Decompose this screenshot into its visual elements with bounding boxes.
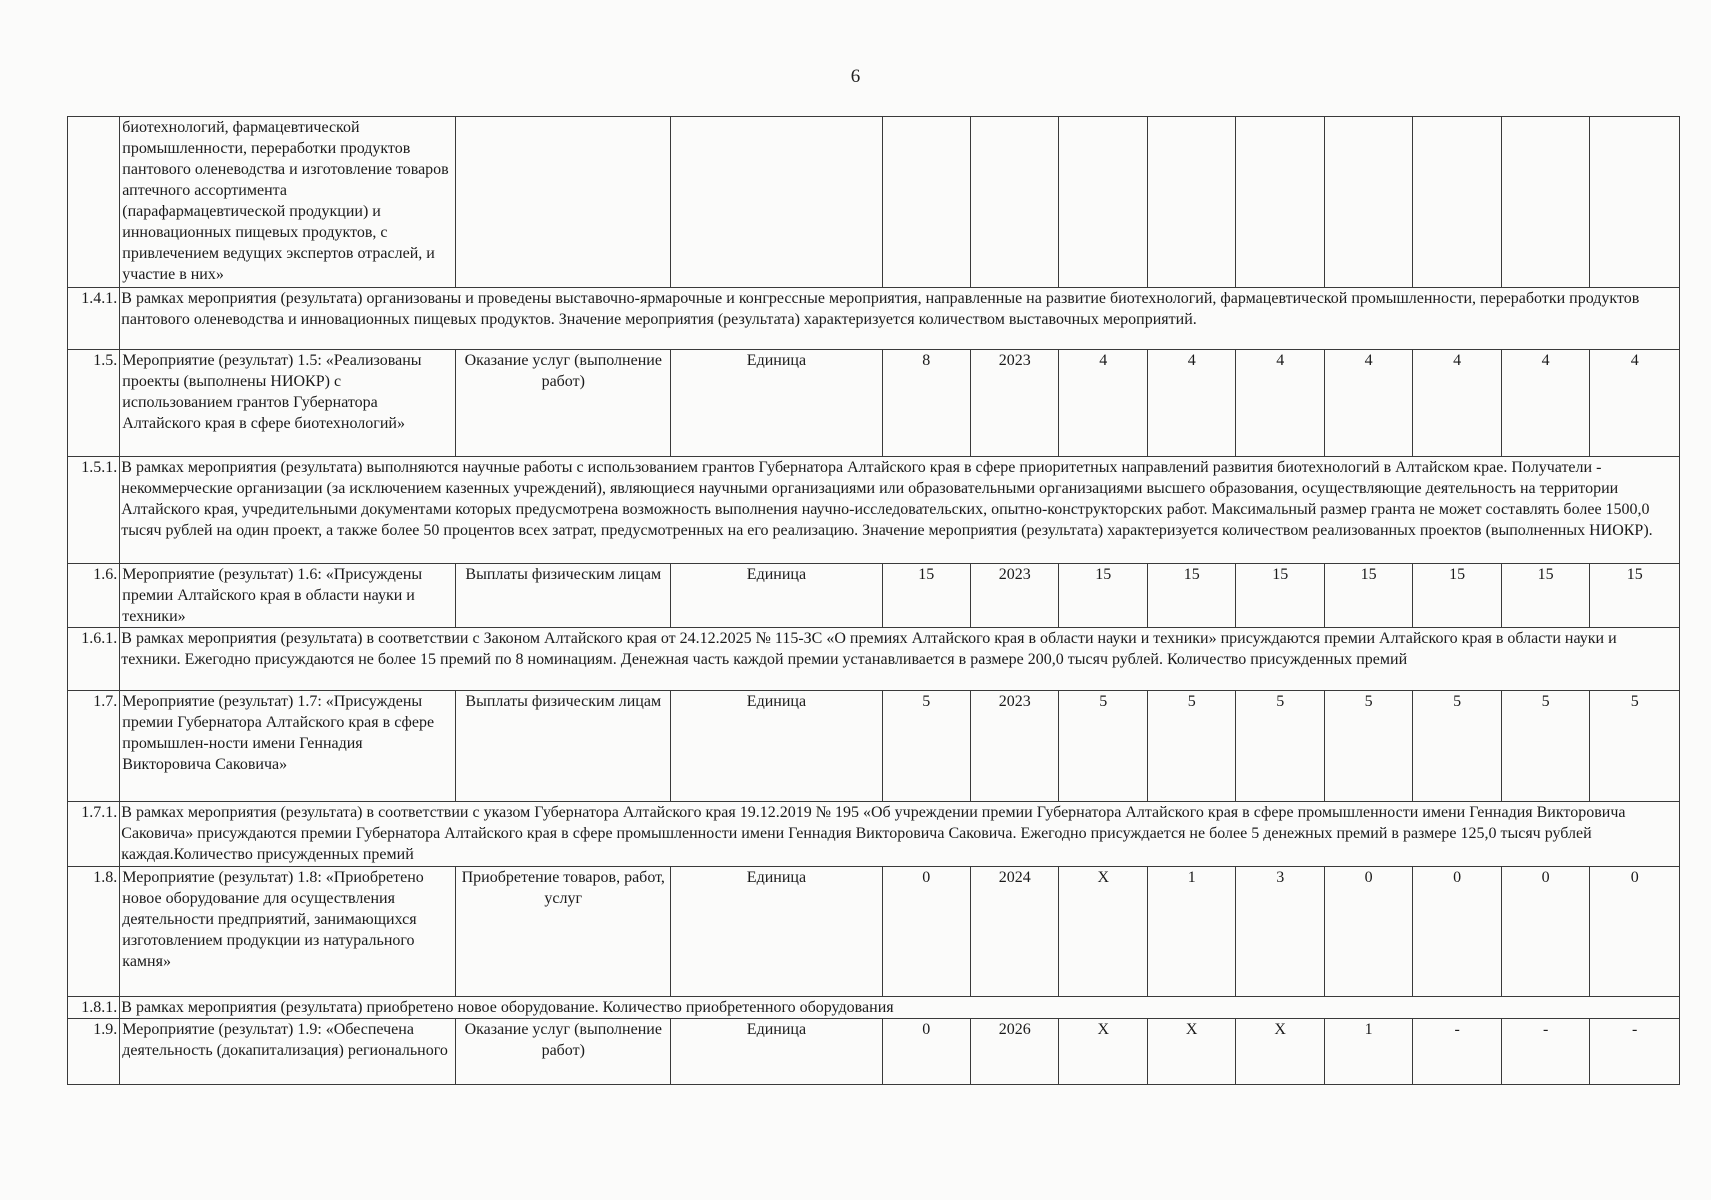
value-cell: 15 xyxy=(1059,564,1147,628)
base-year-cell: 2024 xyxy=(971,867,1059,997)
value-cell: 15 xyxy=(1324,564,1412,628)
value-cell: 4 xyxy=(1590,350,1680,457)
base-year-cell: 2023 xyxy=(971,691,1059,802)
value-cell: - xyxy=(1501,1019,1589,1085)
type-cell: Выплаты физическим лицам xyxy=(456,564,671,628)
value-cell: 4 xyxy=(1147,350,1235,457)
value-cell xyxy=(1147,117,1235,288)
value-cell: 5 xyxy=(1324,691,1412,802)
type-cell: Приобретение товаров, работ, услуг xyxy=(456,867,671,997)
base-year-cell: 2026 xyxy=(971,1019,1059,1085)
value-cell: 0 xyxy=(1324,867,1412,997)
row-number-cell: 1.5. xyxy=(68,350,120,457)
value-cell: 3 xyxy=(1236,867,1324,997)
value-cell: Х xyxy=(1059,867,1147,997)
description-cell: В рамках мероприятия (результата) организованы и проведены выставочно-ярмарочные и конгрессные мероприятия, направленные на развитие биотехнологий, фармацевтической промышленности, переработки продуктов пантового оленеводства и инновационных пищевых продуктов. Значение мероприятия (результата) характеризуется количеством выставочных мероприятий. xyxy=(120,288,1680,350)
value-cell: 4 xyxy=(1236,350,1324,457)
value-cell xyxy=(1413,117,1501,288)
event-name-cell: Мероприятие (результат) 1.8: «Приобретено новое оборудование для осуществления деятельности предприятий, занимающихся изготовлением продукции из натурального камня» xyxy=(120,867,456,997)
description-cell: В рамках мероприятия (результата) в соответствии с указом Губернатора Алтайского края 19.12.2019 № 195 «Об учреждении премии Губернатора Алтайского края в сфере промышленности имени Геннадия Викторовича Саковича» присуждаются премии Губернатора Алтайского края в сфере промышленности имени Геннадия Викторовича Саковича. Ежегодно присуждается не более 5 денежных премий в размере 125,0 тысяч рублей каждая.Количество присужденных премий xyxy=(120,802,1680,867)
type-cell: Выплаты физическим лицам xyxy=(456,691,671,802)
value-cell: 15 xyxy=(1501,564,1589,628)
value-cell xyxy=(1236,117,1324,288)
event-name-cell: Мероприятие (результат) 1.5: «Реализованы проекты (выполнены НИОКР) с использованием грантов Губернатора Алтайского края в сфере биотехнологий» xyxy=(120,350,456,457)
table-row xyxy=(68,1019,1680,1085)
unit-cell: Единица xyxy=(671,350,882,457)
base-year-cell: 2023 xyxy=(971,564,1059,628)
base-value-cell: 5 xyxy=(882,691,970,802)
base-value-cell: 15 xyxy=(882,564,970,628)
base-value-cell: 0 xyxy=(882,1019,970,1085)
value-cell xyxy=(882,117,970,288)
type-cell: Оказание услуг (выполнение работ) xyxy=(456,1019,671,1085)
row-number-cell xyxy=(68,117,120,288)
value-cell: 0 xyxy=(1501,867,1589,997)
unit-cell: Единица xyxy=(671,691,882,802)
row-number-cell: 1.7. xyxy=(68,691,120,802)
value-cell: 1 xyxy=(1147,867,1235,997)
base-value-cell: 0 xyxy=(882,867,970,997)
table-row xyxy=(68,350,1680,457)
type-cell: Оказание услуг (выполнение работ) xyxy=(456,350,671,457)
value-cell: 4 xyxy=(1324,350,1412,457)
value-cell xyxy=(1324,117,1412,288)
base-year-cell: 2023 xyxy=(971,350,1059,457)
table-row xyxy=(68,691,1680,802)
value-cell: Х xyxy=(1147,1019,1235,1085)
table-row xyxy=(68,867,1680,997)
value-cell: 1 xyxy=(1324,1019,1412,1085)
table-row xyxy=(68,628,1680,691)
value-cell: 5 xyxy=(1236,691,1324,802)
event-name-cell: Мероприятие (результат) 1.7: «Присуждены премии Губернатора Алтайского края в сфере промышлен-ности имени Геннадия Викторовича Саковича» xyxy=(120,691,456,802)
value-cell: 0 xyxy=(1413,867,1501,997)
value-cell: 15 xyxy=(1590,564,1680,628)
description-cell: В рамках мероприятия (результата) выполняются научные работы с использованием грантов Губернатора Алтайского края в сфере приоритетных направлений развития биотехнологий в Алтайском крае. Получатели - некоммерческие организации (за исключением казенных учреждений), являющиеся научными организациями или образовательными организациями высшего образования, осуществляющие деятельность на территории Алтайского края, учредительными документами которых предусмотрена возможность выполнения научно-исследовательских, опытно-конструкторских работ. Максимальный размер гранта не может составлять более 1500,0 тысяч рублей на один проект, а также более 50 процентов всех затрат, предусмотренных на его реализацию. Значение мероприятия (результата) характеризуется количеством реализованных проектов (выполненных НИОКР). xyxy=(120,457,1680,564)
value-cell xyxy=(1501,117,1589,288)
value-cell: 15 xyxy=(1147,564,1235,628)
unit-cell: Единица xyxy=(671,564,882,628)
value-cell: 5 xyxy=(1413,691,1501,802)
value-cell: - xyxy=(1590,1019,1680,1085)
description-cell: В рамках мероприятия (результата) приобретено новое оборудование. Количество приобретенного оборудования xyxy=(120,997,1680,1019)
row-number-cell: 1.4.1. xyxy=(68,288,120,350)
unit-cell: Единица xyxy=(671,867,882,997)
value-cell: 5 xyxy=(1059,691,1147,802)
description-cell: В рамках мероприятия (результата) в соответствии с Законом Алтайского края от 24.12.2025 № 115-ЗС «О премиях Алтайского края в области науки и техники» присуждаются премии Алтайского края в области науки и техники. Ежегодно присуждаются не более 15 премий по 8 номинациям. Денежная часть каждой премии устанавливается в размере 200,0 тысяч рублей. Количество присужденных премий xyxy=(120,628,1680,691)
value-cell: 15 xyxy=(1413,564,1501,628)
row-number-cell: 1.8. xyxy=(68,867,120,997)
row-number-cell: 1.8.1. xyxy=(68,997,120,1019)
value-cell xyxy=(971,117,1059,288)
table-row xyxy=(68,457,1680,564)
row-number-cell: 1.6.1. xyxy=(68,628,120,691)
row-number-cell: 1.5.1. xyxy=(68,457,120,564)
value-cell: Х xyxy=(1059,1019,1147,1085)
table-row xyxy=(68,564,1680,628)
event-name-cell: биотехнологий, фармацевтической промышленности, переработки продуктов пантового оленеводства и изготовление товаров аптечного ассортимента (парафармацевтической продукции) и инновационных пищевых продуктов, с привлечением ведущих экспертов отраслей, и участие в них» xyxy=(120,117,456,288)
unit-cell xyxy=(671,117,882,288)
table-row xyxy=(68,997,1680,1019)
table-row xyxy=(68,802,1680,867)
row-number-cell: 1.6. xyxy=(68,564,120,628)
value-cell: 4 xyxy=(1501,350,1589,457)
value-cell: 4 xyxy=(1413,350,1501,457)
results-table xyxy=(67,116,1680,1085)
table-row xyxy=(68,288,1680,350)
value-cell: 15 xyxy=(1236,564,1324,628)
table-row xyxy=(68,117,1680,288)
page-number: 6 xyxy=(850,66,861,87)
type-cell xyxy=(456,117,671,288)
value-cell xyxy=(1590,117,1680,288)
value-cell: 5 xyxy=(1147,691,1235,802)
event-name-cell: Мероприятие (результат) 1.6: «Присуждены премии Алтайского края в области науки и техники» xyxy=(120,564,456,628)
value-cell: 5 xyxy=(1590,691,1680,802)
value-cell: - xyxy=(1413,1019,1501,1085)
base-value-cell: 8 xyxy=(882,350,970,457)
value-cell xyxy=(1059,117,1147,288)
event-name-cell: Мероприятие (результат) 1.9: «Обеспечена деятельность (докапитализация) регионального xyxy=(120,1019,456,1085)
unit-cell: Единица xyxy=(671,1019,882,1085)
value-cell: Х xyxy=(1236,1019,1324,1085)
row-number-cell: 1.9. xyxy=(68,1019,120,1085)
row-number-cell: 1.7.1. xyxy=(68,802,120,867)
value-cell: 0 xyxy=(1590,867,1680,997)
value-cell: 5 xyxy=(1501,691,1589,802)
value-cell: 4 xyxy=(1059,350,1147,457)
